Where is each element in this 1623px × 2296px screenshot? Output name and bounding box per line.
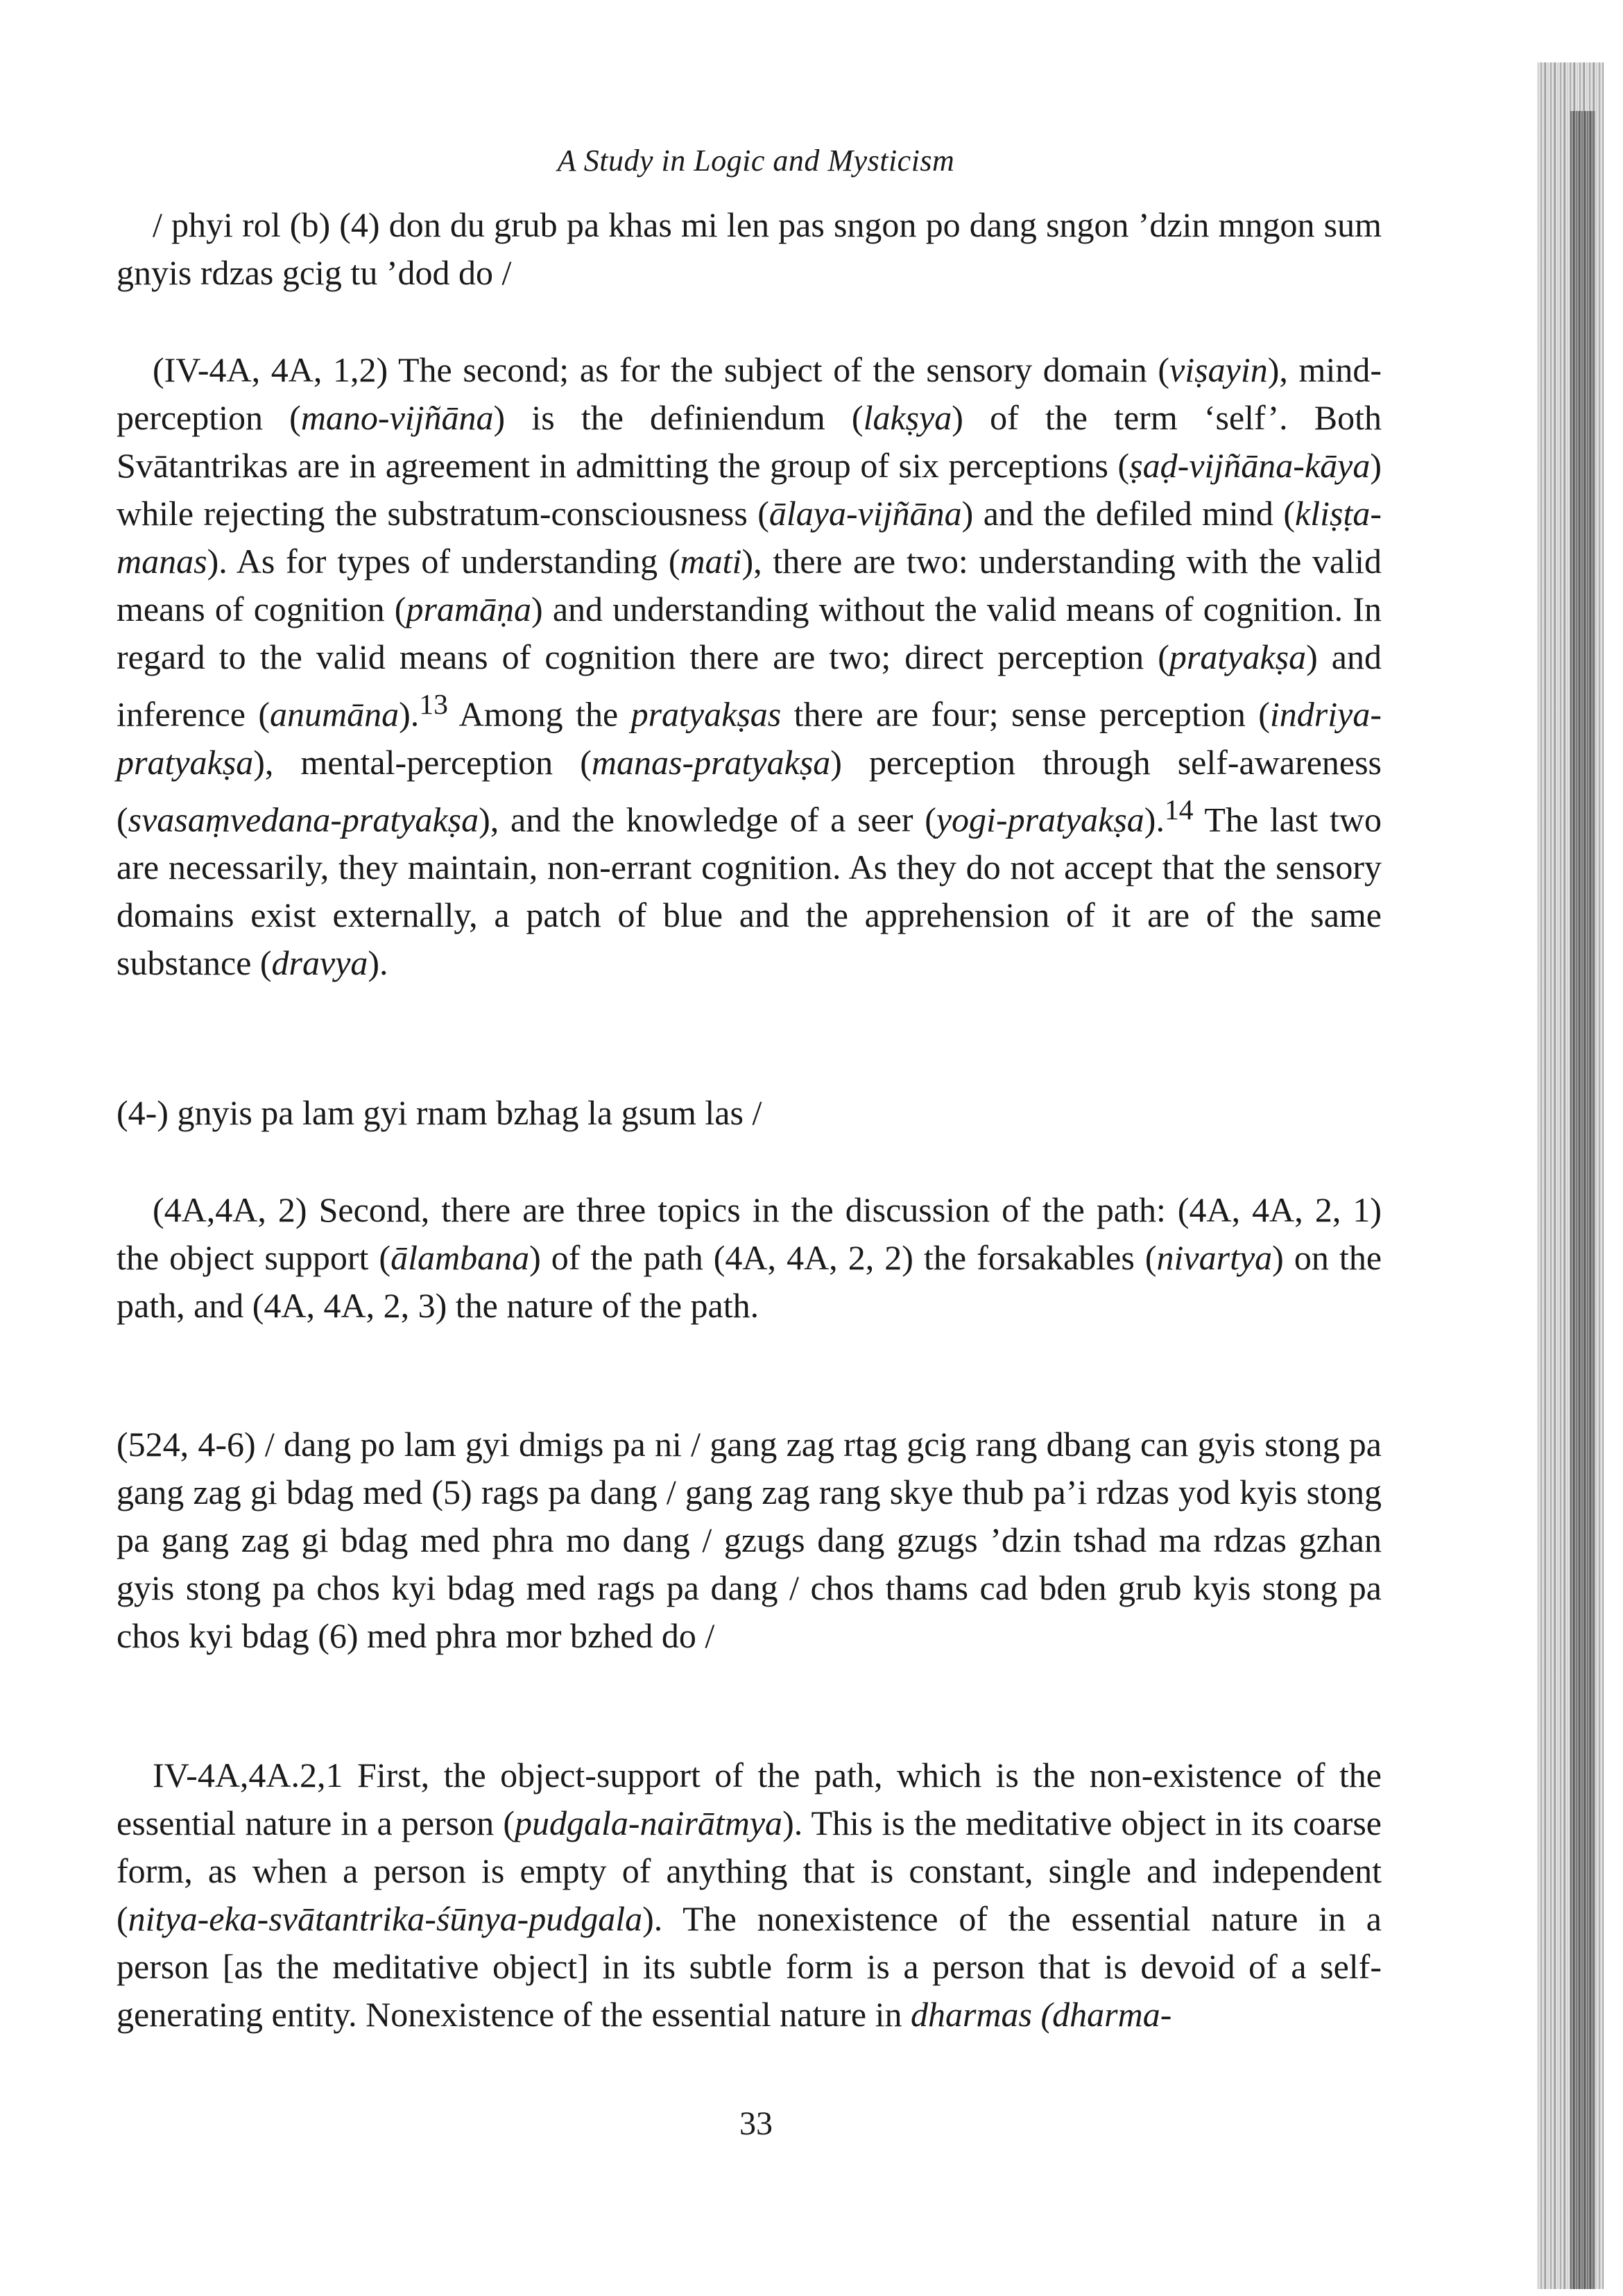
paragraph-tibetan-3 [117, 1421, 1382, 1660]
page-number: 33 [739, 2105, 773, 2142]
paragraph-text: / phyi rol (b) (4) don du grub pa khas mi len pas sngon po dang sngon ’dzin mngon sum gnyis rdzas gcig tu ’dod do / [117, 205, 1382, 292]
paragraph-text: (IV-4A, 4A, 1,2) The second; as for the subject of the sensory domain (viṣayin), mind-perception (mano-vijñāna) is the definiendum (lakṣya) of the term ‘self’. Both Svātantrikas are in agreement in admitting the group of six perceptions (ṣaḍ-vijñāna-kāya) while rejecting the substratum-consciousness (ālaya-vijñāna) and the defiled mind (kliṣṭa-manas). As for types of understanding (mati), there are two: understanding with the valid means of cognition (pramāṇa) and understanding without the valid means of cognition. In regard to the valid means of cognition there are two; direct perception (pratyakṣa) and inference (anumāna).$^{13}$ Among the pratyakṣas there are four; sense perception (indriya-pratyakṣa), mental-perception (manas-pratyakṣa) perception through self-awareness (svasaṃvedana-pratyakṣa), and the knowledge of a seer (yogi-pratyakṣa).$^{14}$ The last two are necessarily, they maintain, non-errant cognition. As they do not accept that the sensory domains exist externally, a patch of blue and the apprehension of it are of the same substance (dravya). [117, 350, 1382, 983]
book-binding-shadow [1570, 111, 1595, 2289]
paragraph-translation-3 [117, 1751, 1382, 2039]
paragraph-translation-1 [117, 346, 1382, 987]
paragraph-text: (4-) gnyis pa lam gyi rnam bzhag la gsum las / [117, 1093, 762, 1132]
paragraph-tibetan-2 [117, 1089, 1382, 1137]
paragraph-text: IV-4A,4A.2,1 First, the object-support of the path, which is the non-existence of the essential nature in a person (pudgala-nairātmya). This is the meditative object in its coarse form, as when a person is empty of anything that is constant, single and independent (nitya-eka-svātantrika-śūnya-pudgala). The nonexistence of the essential nature in a person [as the meditative object] in its subtle form is a person that is devoid of a self-generating entity. Nonexistence of the essential nature in dharmas (dharma- [117, 1756, 1382, 2034]
paragraph-text: (4A,4A, 2) Second, there are three topics in the discussion of the path: (4A, 4A, 2, 1) the object support (ālambana) of the path (4A, 4A, 2, 2) the forsakables (nivartya) on the path, and (4A, 4A, 2, 3) the nature of the path. [117, 1190, 1382, 1325]
paragraph-translation-2 [117, 1186, 1382, 1330]
paragraph-tibetan-1 [117, 201, 1382, 297]
paragraph-text: (524, 4-6) / dang po lam gyi dmigs pa ni / gang zag rtag gcig rang dbang can gyis stong pa gang zag gi bdag med (5) rags pa dang / gang zag rang skye thub pa’i rdzas yod kyis stong pa gang zag gi bdag med phra mo dang / gzugs dang gzugs ’dzin tshad ma rdzas gzhan gyis stong pa chos kyi bdag med rags pa dang / chos thams cad bden grub kyis stong pa chos kyi bdag (6) med phra mor bzhed do / [117, 1425, 1382, 1655]
running-head: A Study in Logic and Mysticism [557, 144, 955, 178]
